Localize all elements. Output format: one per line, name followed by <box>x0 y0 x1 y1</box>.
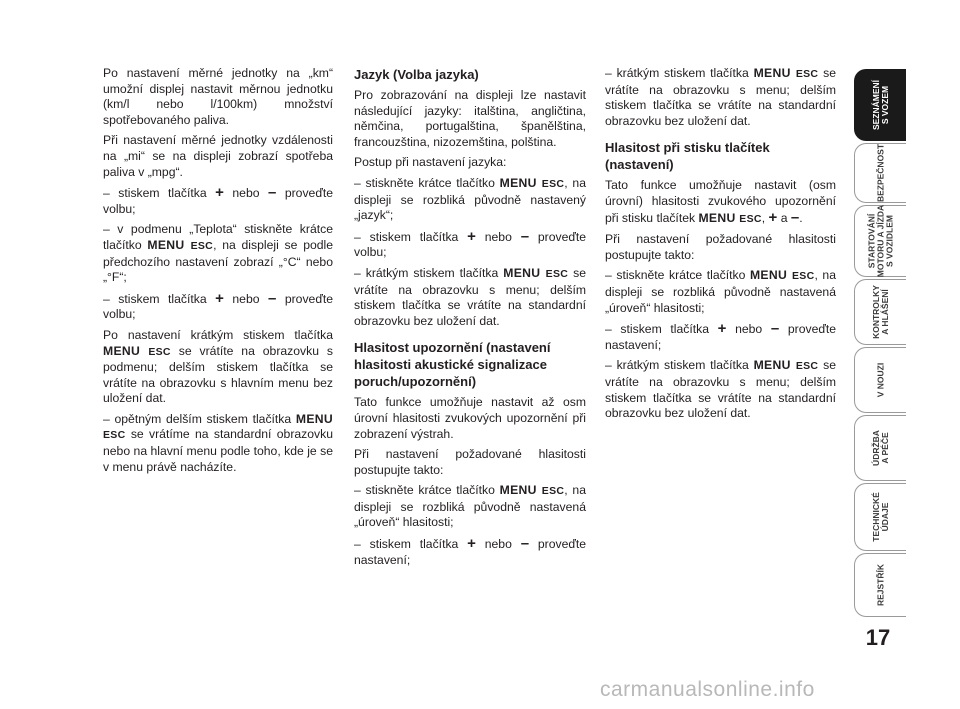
tab-label: TECHNICKÉ ÚDAJE <box>870 492 890 542</box>
paragraph: Při nastavení požadované hlasitosti postupujte takto: <box>605 232 836 262</box>
menu-esc-key: MENU ESC <box>103 343 171 358</box>
minus-symbol: – <box>520 227 530 245</box>
section-heading: Hlasitost při stisku tlačítek (nastavení) <box>605 140 770 173</box>
paragraph: – stiskněte krátce tlačítko MENU ESC, na displeji se rozbliká původně nastavená „úroveň“ hlasitosti; <box>605 268 836 315</box>
paragraph: Po nastavení krátkým stiskem tlačítka MENU ESC se vrátíte na obrazovku s podmenu; delším stiskem tlačítka se vrátíte na obrazovku s hlavním menu bez uložení dat. <box>103 327 334 406</box>
tab-technicke-udaje[interactable] <box>854 483 906 551</box>
tab-label: BEZPEČNOST <box>875 143 885 203</box>
menu-esc-key: MENU ESC <box>503 265 569 280</box>
paragraph: Tato funkce umožňuje nastavit až osm úrovní hlasitosti zvukových upozornění při zobrazení výstrah. <box>354 395 586 441</box>
paragraph: – stiskněte krátce tlačítko MENU ESC, na displeji se rozbliká původně nastavená „úroveň“ hlasitosti; <box>354 483 586 530</box>
menu-esc-key: MENU ESC <box>753 358 819 373</box>
paragraph: – krátkým stiskem tlačítka MENU ESC se vrátíte na obrazovku s menu; delším stiskem tlačítka se vrátíte na standardní obrazovku bez uložení dat. <box>605 358 836 421</box>
paragraph: – krátkým stiskem tlačítka MENU ESC se vrátíte na obrazovku s menu; delším stiskem tlačítka se vrátíte na standardní obrazovku bez uložení dat. <box>605 66 836 128</box>
tab-label: STARTOVÁNÍ MOTORU A JÍZDA S VOZIDLEM <box>866 204 894 278</box>
text-column-2 <box>354 66 586 573</box>
menu-esc-key: MENU ESC <box>499 175 565 190</box>
paragraph: – krátkým stiskem tlačítka MENU ESC se vrátíte na obrazovku s menu; delším stiskem tlačítka se vrátíte na standardní obrazovku bez uložení dat. <box>354 265 586 328</box>
menu-esc-key: MENU ESC <box>499 483 565 498</box>
tab-label: SEZNÁMENÍ S VOZEM <box>870 79 890 131</box>
tab-v-nouzi[interactable] <box>854 347 906 413</box>
section-heading: Jazyk (Volba jazyka) <box>354 67 479 82</box>
menu-esc-key: MENU ESC <box>749 268 815 283</box>
menu-esc-key: MENU ESC <box>753 66 819 80</box>
page-number: 17 <box>865 625 891 650</box>
paragraph: Po nastavení měrné jednotky na „km“ umožní displej nastavit měrnou jednotku (km/l nebo l/100km) množství spotřebovaného paliva. <box>103 66 333 127</box>
chapter-tabs <box>854 69 906 619</box>
tab-rejstrik[interactable] <box>854 553 906 617</box>
paragraph: Při nastavení měrné jednotky vzdálenosti na „mi“ se na displeji zobrazí spotřeba paliva v „mpg“. <box>103 133 333 179</box>
tab-label: ÚDRŽBA A PÉČE <box>870 430 890 466</box>
text-column-1 <box>103 66 333 480</box>
paragraph: – stiskem tlačítka + nebo – proveďte nastavení; <box>605 320 837 352</box>
plus-symbol: + <box>215 184 224 202</box>
paragraph: – stiskem tlačítka + nebo – proveďte volbu; <box>103 289 333 322</box>
paragraph: – opětným delším stiskem tlačítka MENU ESC se vrátíme na standardní obrazovku nebo na hlavní menu podle toho, kde je se v menu právě nacházíte. <box>103 411 333 474</box>
paragraph: – stiskem tlačítka + nebo – proveďte nastavení; <box>354 535 587 567</box>
plus-symbol: + <box>215 289 224 307</box>
section-heading: Hlasitost upozornění (nastavení hlasitosti akustické signalizace poruch/upozornění) <box>354 340 551 390</box>
plus-symbol: + <box>467 535 476 553</box>
tab-kontrolky[interactable] <box>854 279 906 345</box>
tab-label: REJSTŘÍK <box>875 563 885 607</box>
menu-esc-key: MENU ESC <box>103 411 333 442</box>
tab-label: V NOUZI <box>875 362 885 398</box>
minus-symbol: – <box>790 208 800 226</box>
menu-esc-key: MENU ESC <box>147 237 214 252</box>
minus-symbol: – <box>770 320 780 338</box>
paragraph: Postup při nastavení jazyka: <box>354 155 507 170</box>
minus-symbol: – <box>520 535 530 553</box>
tab-udrzba[interactable] <box>854 415 906 481</box>
plus-symbol: + <box>717 320 727 338</box>
paragraph: – stiskněte krátce tlačítko MENU ESC, na displeji se rozbliká původně nastavený „jazyk“; <box>354 175 586 223</box>
tab-seznameni[interactable] <box>854 69 906 141</box>
plus-symbol: + <box>768 208 778 226</box>
paragraph: – stiskem tlačítka + nebo – proveďte volbu; <box>354 227 587 260</box>
watermark: carmanualsonline.info <box>600 678 815 701</box>
minus-symbol: – <box>268 289 277 307</box>
paragraph: – stiskem tlačítka + nebo – proveďte volbu; <box>103 184 333 216</box>
plus-symbol: + <box>467 227 476 245</box>
minus-symbol: – <box>268 184 277 202</box>
paragraph: Při nastavení požadované hlasitosti postupujte takto: <box>354 447 586 477</box>
paragraph: – v podmenu „Teplota“ stiskněte krátce tlačítko MENU ESC, na displeji se podle předchozího nastavení zobrazí „°C“ nebo „°F“; <box>103 222 334 285</box>
paragraph: Pro zobrazování na displeji lze nastavit následující jazyky: italština, angličtina, němčina, portugalština, španělština, francouzština, nizozemština, polština. <box>354 88 586 149</box>
tab-bezpecnost[interactable] <box>854 143 906 203</box>
tab-label: KONTROLKY A HLÁŠENÍ <box>870 285 890 339</box>
menu-esc-key: MENU ESC <box>698 210 762 225</box>
paragraph: Tato funkce umožňuje nastavit (osm úrovní) hlasitosti zvukového upozornění při stisku tlačítek MENU ESC, + a –. <box>605 178 836 226</box>
tab-startovani[interactable] <box>854 205 906 277</box>
text-column-3 <box>605 66 836 427</box>
